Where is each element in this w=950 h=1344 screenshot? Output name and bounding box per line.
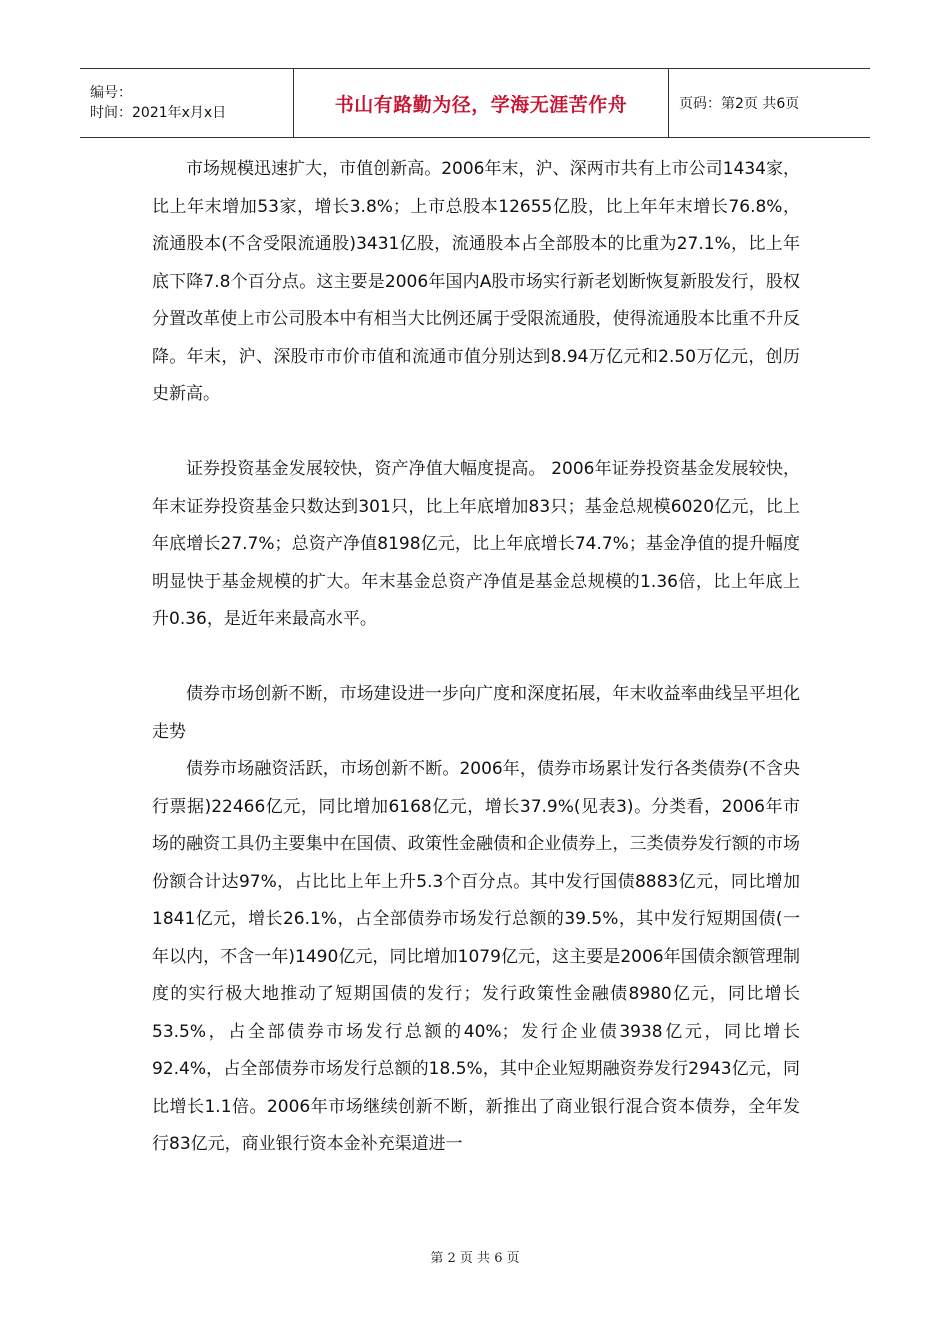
document-date-label: 时间：2021年x月x日 (90, 105, 227, 121)
header-page-number: 页码：第2页 共6页 (679, 96, 800, 112)
header-motto-cell (294, 69, 669, 137)
header-meta (80, 69, 294, 137)
paragraph-investment-funds: 证券投资基金发展较快，资产净值大幅度提高。 2006年证券投资基金发展较快，年末证券投资基金只数达到301只，比上年底增加83只；基金总规模6020亿元，比上年底增长27.7%；总资产净值8198亿元，比上年底增长74.7%；基金净值的提升幅度明显快于基金规模的扩大。年末基金总资产净值是基金总规模的1.36倍，比上年底上升0.36，是近年来最高水平。 (152, 459, 800, 629)
paragraph-gap (152, 639, 800, 677)
page-header (80, 68, 870, 138)
paragraph-bond-financing: 债券市场融资活跃，市场创新不断。2006年，债券市场累计发行各类债券(不含央行票据)22466亿元，同比增加6168亿元，增长37.9%(见表3)。分类看，2006年市场的融资工具仍主要集中在国债、政策性金融债和企业债券上，三类债券发行额的市场份额合计达97%，占比比上年上升5.3个百分点。其中发行国债8883亿元，同比增加1841亿元，增长26.1%，占全部债券市场发行总额的39.5%，其中发行短期国债(一年以内，不含一年)1490亿元，同比增加1079亿元，这主要是2006年国债余额管理制度的实行极大地推动了短期国债的发行；发行政策性金融债8980亿元，同比增长 53.5%，占全部债券市场发行总额的40%；发行企业债3938亿元，同比增长 92.4%，占全部债券市场发行总额的18.5%，其中企业短期融资券发行2943亿元，同比增长1.1倍。2006年市场继续创新不断，新推出了商业银行混合资本债券，全年发行83亿元，商业银行资本金补充渠道进一 (152, 759, 800, 1154)
paragraph-stock-market: 市场规模迅速扩大，市值创新高。2006年末，沪、深两市共有上市公司1434家，比上年末增加53家，增长3.8%；上市总股本12655亿股，比上年年末增长76.8%，流通股本(不含受限流通股)3431亿股，流通股本占全部股本的比重为27.1%，比上年底下降7.8个百分点。这主要是2006年国内A股市场实行新老划断恢复新股发行，股权分置改革使上市公司股本中有相当大比例还属于受限流通股，使得流通股本比重不升反降。年末，沪、深股市市价市值和流通市值分别达到8.94万亿元和2.50万亿元，创历史新高。 (152, 159, 800, 404)
section-heading-bond-market: 债券市场创新不断，市场建设进一步向广度和深度拓展，年末收益率曲线呈平坦化走势 (152, 684, 800, 742)
page-footer: 第 2 页 共 6 页 (430, 1251, 520, 1266)
document-number-label: 编号： (90, 85, 132, 101)
header-page-cell (669, 69, 870, 137)
header-motto: 书山有路勤为径，学海无涯苦作舟 (334, 93, 628, 116)
document-body (152, 151, 800, 1164)
paragraph-gap (152, 414, 800, 452)
